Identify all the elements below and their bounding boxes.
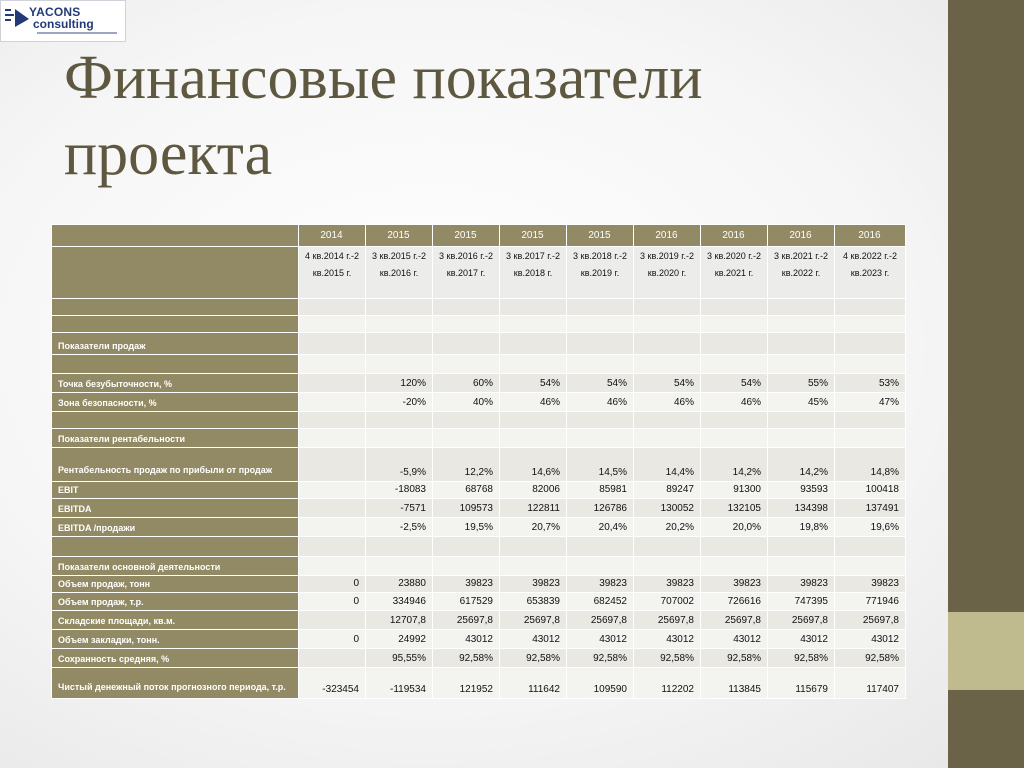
row-value-cell: 92,58% [768,649,835,668]
row-value-cell [433,316,500,333]
row-value-cell: 747395 [768,593,835,611]
row-value-cell: 39823 [835,576,906,593]
row-value-cell [701,299,768,316]
row-value-cell: 134398 [768,499,835,518]
row-value-cell: 89247 [634,482,701,499]
row-value-cell: 20,2% [634,518,701,537]
row-label-cell: Показатели основной деятельности [52,557,299,576]
row-value-cell [567,299,634,316]
period-header-cell: 3 кв.2020 г.-2 кв.2021 г. [701,247,768,299]
row-value-cell [299,299,366,316]
row-value-cell: 54% [701,374,768,393]
row-value-cell: 707002 [634,593,701,611]
row-label-cell: Объем закладки, тонн. [52,630,299,649]
row-value-cell: 19,5% [433,518,500,537]
row-value-cell [500,299,567,316]
row-label-cell: Чистый денежный поток прогнозного периода, т.р. [52,668,299,699]
table-header-years-row [52,225,906,247]
row-value-cell: 120% [366,374,433,393]
row-value-cell [768,333,835,355]
row-value-cell: 92,58% [500,649,567,668]
row-value-cell: 43012 [500,630,567,649]
row-value-cell [433,537,500,557]
row-value-cell: -2,5% [366,518,433,537]
row-value-cell [433,412,500,429]
period-header-cell: 4 кв.2022 г.-2 кв.2023 г. [835,247,906,299]
logo-text-top: YACONS [29,5,81,19]
row-value-cell: 25697,8 [835,611,906,630]
row-value-cell: 46% [567,393,634,412]
table-row [52,374,906,393]
row-value-cell: 39823 [634,576,701,593]
row-label-cell [52,299,299,316]
row-value-cell [701,316,768,333]
row-label-cell: Складские площади, кв.м. [52,611,299,630]
row-value-cell [433,355,500,374]
row-value-cell: 92,58% [835,649,906,668]
row-value-cell [299,649,366,668]
row-value-cell [299,518,366,537]
row-value-cell: 82006 [500,482,567,499]
row-label-cell: Сохранность средняя, % [52,649,299,668]
row-label-cell: Объем продаж, т.р. [52,593,299,611]
row-value-cell: 92,58% [433,649,500,668]
row-value-cell [299,557,366,576]
table-row [52,499,906,518]
row-value-cell: 100418 [835,482,906,499]
year-header-cell: 2016 [634,225,701,247]
row-value-cell: 54% [500,374,567,393]
row-value-cell [634,316,701,333]
row-value-cell: 55% [768,374,835,393]
row-value-cell: 126786 [567,499,634,518]
row-value-cell [567,316,634,333]
financial-indicators-table [51,224,906,699]
period-header-cell: 3 кв.2016 г.-2 кв.2017 г. [433,247,500,299]
row-value-cell [701,537,768,557]
row-value-cell [299,482,366,499]
row-value-cell: 653839 [500,593,567,611]
row-value-cell [701,333,768,355]
table-row [52,518,906,537]
row-value-cell: 0 [299,593,366,611]
table-spacer-row [52,299,906,316]
row-value-cell: 39823 [768,576,835,593]
row-label-cell: Точка безубыточности, % [52,374,299,393]
row-value-cell: 93593 [768,482,835,499]
side-decor-accent [948,612,1024,690]
row-value-cell [299,374,366,393]
row-value-cell [701,557,768,576]
table-spacer-row [52,355,906,374]
row-value-cell: -5,9% [366,448,433,482]
table-row [52,448,906,482]
row-label-cell [52,316,299,333]
row-value-cell: 20,0% [701,518,768,537]
row-value-cell [366,355,433,374]
row-value-cell [500,537,567,557]
row-value-cell [500,557,567,576]
row-value-cell [768,557,835,576]
row-value-cell: 25697,8 [567,611,634,630]
logo-text-bottom: consulting [33,17,94,31]
row-value-cell: 43012 [768,630,835,649]
row-value-cell: 334946 [366,593,433,611]
row-value-cell [835,355,906,374]
row-value-cell [366,537,433,557]
table-row [52,333,906,355]
row-value-cell [634,333,701,355]
period-header-cell: 4 кв.2014 г.-2 кв.2015 г. [299,247,366,299]
row-value-cell: 85981 [567,482,634,499]
row-value-cell: 115679 [768,668,835,699]
company-logo [0,0,126,42]
row-label-cell: Объем продаж, тонн [52,576,299,593]
row-value-cell [366,557,433,576]
row-value-cell: 53% [835,374,906,393]
row-value-cell: 111642 [500,668,567,699]
row-value-cell: 46% [500,393,567,412]
row-value-cell [835,316,906,333]
row-label-cell: Зона безопасности, % [52,393,299,412]
row-label-cell [52,537,299,557]
row-value-cell [299,316,366,333]
table-row [52,630,906,649]
row-value-cell: -20% [366,393,433,412]
year-header-cell: 2016 [835,225,906,247]
row-value-cell: 92,58% [701,649,768,668]
row-value-cell: 14,8% [835,448,906,482]
row-value-cell [299,537,366,557]
row-value-cell: 113845 [701,668,768,699]
row-value-cell: 39823 [567,576,634,593]
row-value-cell [835,333,906,355]
row-value-cell [433,429,500,448]
table-row [52,429,906,448]
row-value-cell: 24992 [366,630,433,649]
row-value-cell: 39823 [433,576,500,593]
row-value-cell: 39823 [500,576,567,593]
row-value-cell: 117407 [835,668,906,699]
row-value-cell: 122811 [500,499,567,518]
row-value-cell [835,412,906,429]
row-value-cell [701,412,768,429]
row-value-cell: 617529 [433,593,500,611]
row-value-cell: 130052 [634,499,701,518]
row-value-cell [500,333,567,355]
year-header-cell: 2015 [366,225,433,247]
row-value-cell: 20,4% [567,518,634,537]
row-value-cell: 43012 [701,630,768,649]
row-value-cell: 54% [567,374,634,393]
row-value-cell: 43012 [835,630,906,649]
row-value-cell: 25697,8 [433,611,500,630]
row-value-cell: 771946 [835,593,906,611]
header-label-cell [52,247,299,299]
row-value-cell: 47% [835,393,906,412]
row-value-cell [500,355,567,374]
year-header-cell: 2014 [299,225,366,247]
row-value-cell: 68768 [433,482,500,499]
row-value-cell: 20,7% [500,518,567,537]
row-value-cell [366,429,433,448]
row-value-cell: 121952 [433,668,500,699]
row-value-cell: 726616 [701,593,768,611]
row-value-cell [701,355,768,374]
row-value-cell: 112202 [634,668,701,699]
row-value-cell [299,412,366,429]
row-value-cell [567,333,634,355]
row-value-cell: 14,5% [567,448,634,482]
header-corner-cell [52,225,299,247]
table-row [52,668,906,699]
row-value-cell: 60% [433,374,500,393]
row-value-cell: 46% [701,393,768,412]
table-row [52,593,906,611]
row-value-cell [768,355,835,374]
row-value-cell [299,393,366,412]
year-header-cell: 2015 [433,225,500,247]
row-value-cell [567,412,634,429]
table-row [52,557,906,576]
row-value-cell [299,611,366,630]
row-value-cell: 45% [768,393,835,412]
row-value-cell [366,316,433,333]
row-value-cell [299,333,366,355]
row-value-cell [768,299,835,316]
year-header-cell: 2015 [567,225,634,247]
table-spacer-row [52,316,906,333]
row-value-cell: 0 [299,630,366,649]
row-value-cell: 14,2% [701,448,768,482]
logo-tagline-mark [37,32,117,34]
row-label-cell: Рентабельность продаж по прибыли от продаж [52,448,299,482]
period-header-cell: 3 кв.2017 г.-2 кв.2018 г. [500,247,567,299]
row-value-cell [567,429,634,448]
row-value-cell [835,557,906,576]
row-value-cell [299,499,366,518]
row-value-cell [500,316,567,333]
row-value-cell [366,299,433,316]
row-value-cell: -323454 [299,668,366,699]
row-value-cell: 95,55% [366,649,433,668]
row-value-cell: 109573 [433,499,500,518]
period-header-cell: 3 кв.2015 г.-2 кв.2016 г. [366,247,433,299]
table-row [52,482,906,499]
table-row [52,393,906,412]
row-value-cell [701,429,768,448]
row-value-cell: 19,6% [835,518,906,537]
row-value-cell [835,537,906,557]
row-value-cell: 132105 [701,499,768,518]
row-value-cell [567,355,634,374]
row-value-cell: 109590 [567,668,634,699]
row-label-cell: EBITDA [52,499,299,518]
row-value-cell [500,429,567,448]
table-row [52,649,906,668]
row-value-cell [299,355,366,374]
row-value-cell: 25697,8 [768,611,835,630]
table-spacer-row [52,412,906,429]
financial-table-container [51,224,906,699]
row-value-cell [433,557,500,576]
row-label-cell: EBIT [52,482,299,499]
row-label-cell: EBITDA /продажи [52,518,299,537]
row-value-cell [634,429,701,448]
row-value-cell [366,333,433,355]
row-value-cell [634,355,701,374]
row-value-cell [433,299,500,316]
row-value-cell [634,557,701,576]
period-header-cell: 3 кв.2021 г.-2 кв.2022 г. [768,247,835,299]
row-value-cell: 137491 [835,499,906,518]
row-value-cell: 39823 [701,576,768,593]
row-label-cell [52,355,299,374]
row-value-cell: 43012 [567,630,634,649]
row-value-cell: 92,58% [567,649,634,668]
row-value-cell: 25697,8 [634,611,701,630]
row-value-cell [835,429,906,448]
table-spacer-row [52,537,906,557]
year-header-cell: 2016 [768,225,835,247]
table-row [52,611,906,630]
row-value-cell [768,429,835,448]
row-value-cell: -18083 [366,482,433,499]
row-value-cell [366,412,433,429]
row-value-cell [768,537,835,557]
row-value-cell [299,429,366,448]
row-value-cell: 14,2% [768,448,835,482]
row-value-cell: 12,2% [433,448,500,482]
row-value-cell [768,316,835,333]
row-value-cell [634,299,701,316]
row-value-cell [299,448,366,482]
table-row [52,576,906,593]
row-value-cell: 14,6% [500,448,567,482]
year-header-cell: 2016 [701,225,768,247]
row-value-cell: 43012 [634,630,701,649]
row-value-cell: 91300 [701,482,768,499]
row-label-cell: Показатели рентабельности [52,429,299,448]
row-value-cell: 0 [299,576,366,593]
row-value-cell: 23880 [366,576,433,593]
table-header-periods-row [52,247,906,299]
row-value-cell: 43012 [433,630,500,649]
row-value-cell [835,299,906,316]
row-value-cell: -119534 [366,668,433,699]
row-value-cell: 19,8% [768,518,835,537]
slide-title: Финансовые показатели проекта [64,44,703,188]
row-value-cell: 46% [634,393,701,412]
row-value-cell [567,557,634,576]
row-value-cell: 12707,8 [366,611,433,630]
row-value-cell [768,412,835,429]
row-value-cell: 25697,8 [500,611,567,630]
period-header-cell: 3 кв.2018 г.-2 кв.2019 г. [567,247,634,299]
row-value-cell [433,333,500,355]
row-value-cell: 54% [634,374,701,393]
row-value-cell [634,537,701,557]
row-value-cell: 682452 [567,593,634,611]
row-value-cell: 25697,8 [701,611,768,630]
row-label-cell: Показатели продаж [52,333,299,355]
period-header-cell: 3 кв.2019 г.-2 кв.2020 г. [634,247,701,299]
row-value-cell [567,537,634,557]
year-header-cell: 2015 [500,225,567,247]
row-label-cell [52,412,299,429]
row-value-cell [500,412,567,429]
row-value-cell: 92,58% [634,649,701,668]
row-value-cell: 14,4% [634,448,701,482]
row-value-cell: -7571 [366,499,433,518]
row-value-cell [634,412,701,429]
logo-emblem-icon [5,7,29,29]
row-value-cell: 40% [433,393,500,412]
